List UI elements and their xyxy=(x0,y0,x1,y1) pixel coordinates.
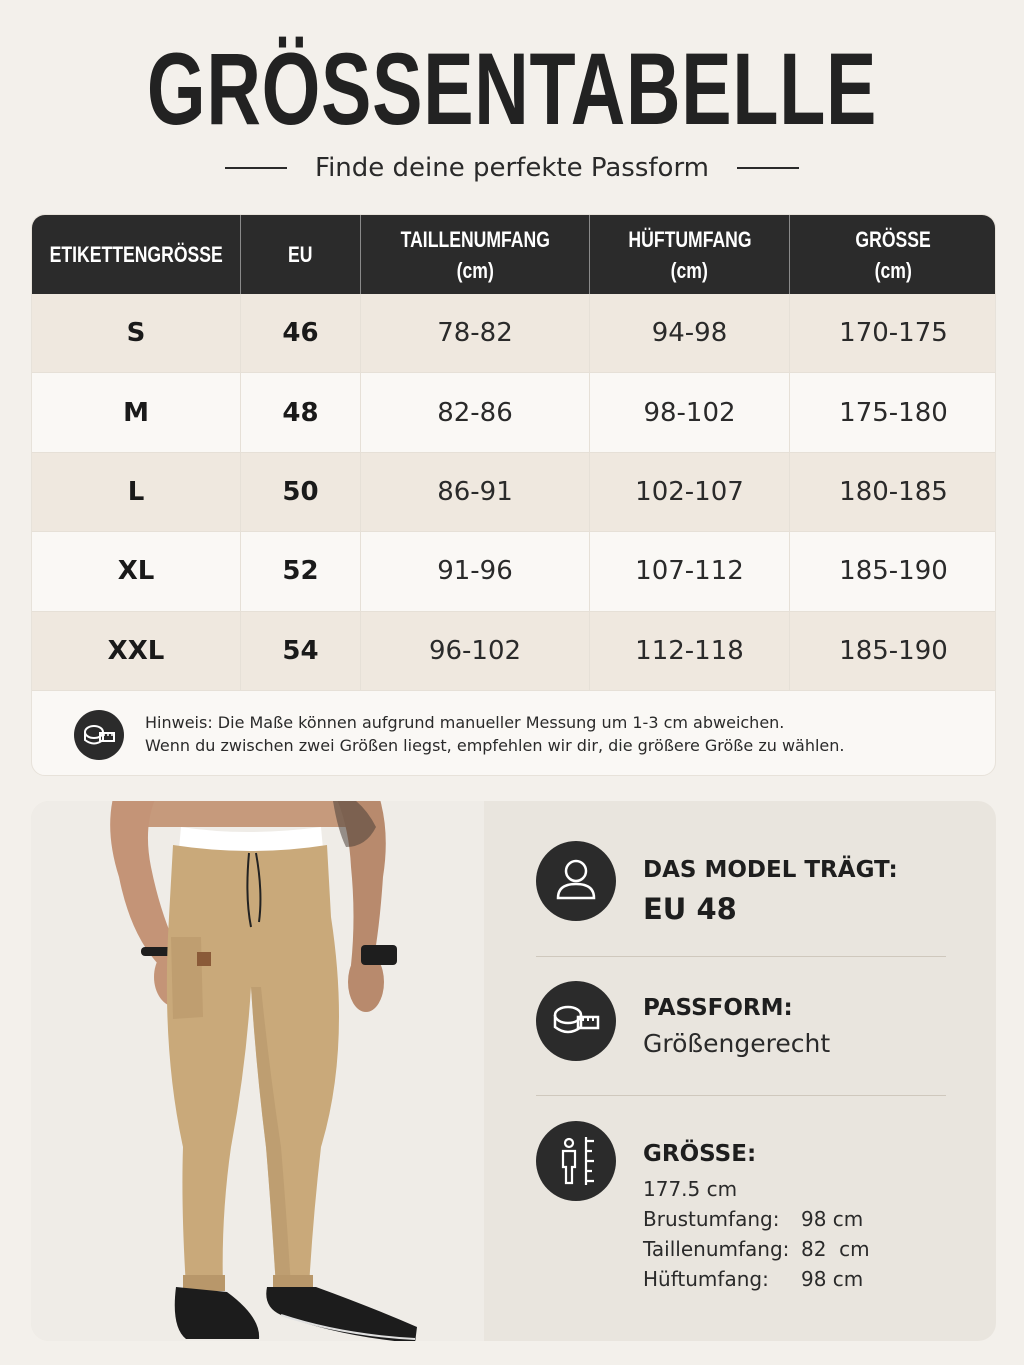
model-photo xyxy=(31,801,484,1341)
note-line-2: Wenn du zwischen zwei Größen liegst, empfehlen wir dir, die größere Größe zu wählen. xyxy=(145,736,845,755)
header-hip: HÜFTUMFANG (cm) xyxy=(590,215,790,294)
model-wears-label: DAS MODEL TRÄGT: xyxy=(643,857,898,883)
cell-waist: 78-82 xyxy=(361,294,590,372)
model-size-block xyxy=(536,1121,946,1301)
cell-waist: 91-96 xyxy=(361,532,590,610)
subtitle-rule-right xyxy=(737,167,799,169)
cell-waist: 86-91 xyxy=(361,453,590,531)
model-wears-value: EU 48 xyxy=(643,892,737,926)
cell-label-size: L xyxy=(32,453,241,531)
cell-hip: 107-112 xyxy=(590,532,790,610)
cell-label-size: XL xyxy=(32,532,241,610)
header-label-size: ETIKETTENGRÖSSE xyxy=(32,215,241,294)
table-row xyxy=(32,373,996,452)
stat-key: Brustumfang: xyxy=(643,1207,780,1231)
cell-waist: 82-86 xyxy=(361,373,590,451)
model-wears-block xyxy=(536,841,946,926)
cell-height: 170-175 xyxy=(839,318,948,349)
stat-value: 82 cm xyxy=(801,1237,870,1261)
cell-hip: 112-118 xyxy=(590,612,790,690)
fit-value: Größengerecht xyxy=(643,1029,831,1058)
stat-chest xyxy=(643,1207,863,1231)
cell-label-size: XXL xyxy=(32,612,241,690)
table-row xyxy=(32,532,996,611)
measurement-note xyxy=(32,691,996,776)
cell-height: 180-185 xyxy=(839,476,948,507)
subtitle-row xyxy=(0,150,1024,186)
stat-waist xyxy=(643,1237,870,1261)
table-row xyxy=(32,294,996,373)
table-row xyxy=(32,612,996,691)
cell-eu: 50 xyxy=(241,453,361,531)
cell-eu: 52 xyxy=(241,532,361,610)
note-text xyxy=(145,711,844,757)
cell-hip: 98-102 xyxy=(590,373,790,451)
subtitle-rule-left xyxy=(225,167,287,169)
header-height: GRÖSSE (cm) xyxy=(855,226,932,283)
stat-value: 98 cm xyxy=(801,1267,864,1291)
cell-label-size: S xyxy=(32,294,241,372)
fit-block xyxy=(536,981,946,1066)
cell-hip: 102-107 xyxy=(590,453,790,531)
cell-height: 175-180 xyxy=(839,397,948,428)
fit-label: PASSFORM: xyxy=(643,995,793,1021)
header-waist: TAILLENUMFANG (cm) xyxy=(361,215,590,294)
model-info-card xyxy=(31,801,996,1341)
cell-label-size: M xyxy=(32,373,241,451)
model-height: 177.5 cm xyxy=(643,1177,738,1201)
cell-height: 185-190 xyxy=(839,635,948,666)
stat-key: Taillenumfang: xyxy=(643,1237,790,1261)
table-header xyxy=(32,215,996,294)
height-ruler-icon xyxy=(536,1121,616,1201)
table-body xyxy=(32,294,996,691)
measuring-tape-icon xyxy=(536,981,616,1061)
cell-eu: 48 xyxy=(241,373,361,451)
size-table xyxy=(31,214,996,776)
header-eu: EU xyxy=(241,215,361,294)
cell-hip: 94-98 xyxy=(590,294,790,372)
cell-waist: 96-102 xyxy=(361,612,590,690)
table-row xyxy=(32,453,996,532)
stat-key: Hüftumfang: xyxy=(643,1267,769,1291)
cell-eu: 54 xyxy=(241,612,361,690)
stat-hip xyxy=(643,1267,863,1291)
subtitle: Finde deine perfekte Passform xyxy=(315,153,709,183)
info-divider xyxy=(536,1095,946,1096)
model-size-label: GRÖSSE: xyxy=(643,1141,757,1167)
person-icon xyxy=(536,841,616,921)
note-line-1: Hinweis: Die Maße können aufgrund manueller Messung um 1-3 cm abweichen. xyxy=(145,713,785,732)
cell-eu: 46 xyxy=(241,294,361,372)
info-divider xyxy=(536,956,946,957)
measuring-tape-icon xyxy=(74,710,124,760)
stat-value: 98 cm xyxy=(801,1207,864,1231)
page-title: GRÖSSENTABELLE xyxy=(146,32,878,146)
cell-height: 185-190 xyxy=(839,556,948,587)
